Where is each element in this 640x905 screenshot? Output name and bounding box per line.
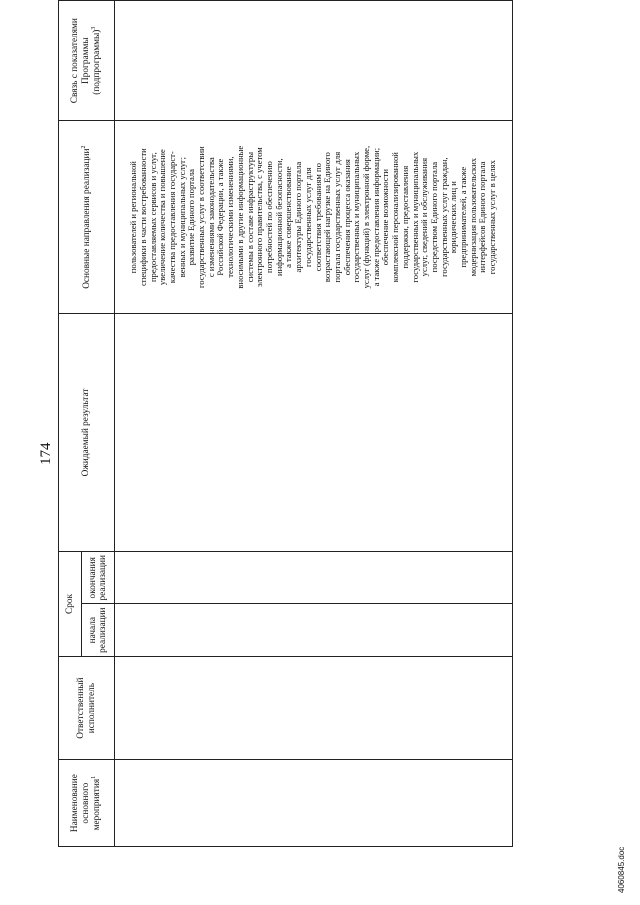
directions-line: посредством Единого портала xyxy=(428,161,439,273)
directions-line: государственных и муниципальных xyxy=(409,151,420,283)
directions-line: юридических лиц и xyxy=(448,181,459,254)
directions-line: а также совершенствование xyxy=(283,166,294,268)
directions-line: развитие Единого портала xyxy=(186,169,197,266)
page-number: 174 xyxy=(38,442,54,465)
cell-executor xyxy=(115,656,513,759)
directions-line: комплексной персонализированной xyxy=(390,152,401,283)
directions-line: технологическими изменениями, xyxy=(225,156,236,278)
directions-line: обеспечение возможности xyxy=(380,169,391,266)
directions-line: потребностей по обеспечению xyxy=(263,161,274,274)
directions-line: поддержки, предоставления xyxy=(399,165,410,269)
directions-line: соответствия требованиям по xyxy=(312,163,323,272)
header-link: Связь с показателями Программы (подпрограммы)$^3$ xyxy=(59,1,115,121)
directions-line: увеличение количества и повышение xyxy=(157,149,168,286)
header-start: начала реализации xyxy=(82,604,115,656)
directions-line: венных и муниципальных услуг; xyxy=(176,157,187,278)
cell-start xyxy=(115,604,513,656)
directions-line: государственных и муниципальных xyxy=(351,151,362,283)
header-result: Ожидаемый результат xyxy=(59,313,115,551)
header-directions: Основные направления реализации$^2$ xyxy=(59,121,115,314)
directions-line: услуг (функций) в электронной форме, xyxy=(361,145,372,289)
directions-line: предпринимателей, а также xyxy=(458,166,469,268)
directions-line: качества предоставления государст- xyxy=(166,151,177,284)
cell-link xyxy=(115,1,513,121)
directions-line: интерфейсов Единого портала xyxy=(477,161,488,273)
directions-line: модернизация пользовательских xyxy=(467,157,478,277)
header-executor: Ответственный исполнитель xyxy=(59,656,115,759)
directions-line: вносимыми в другие информационные xyxy=(234,145,245,289)
program-table xyxy=(58,0,513,847)
directions-line: государственных услуг граждан, xyxy=(438,157,449,277)
directions-line: архитектуры Единого портала xyxy=(293,161,304,273)
directions-line: системы в составе инфраструктуры xyxy=(244,152,255,283)
footer-code: 4060845.doc xyxy=(617,846,626,893)
directions-line: специфики в части востребованности xyxy=(137,148,148,287)
directions-line: услуг, сведений и обслуживания xyxy=(419,157,430,277)
table-row xyxy=(115,1,513,847)
directions-line: обеспечения процесса оказания xyxy=(341,159,352,276)
cell-end xyxy=(115,552,513,604)
header-end: окончания реализации xyxy=(82,552,115,604)
cell-result xyxy=(115,313,513,551)
cell-directions xyxy=(115,121,513,314)
header-name: Наименование основного мероприятия$^1$ xyxy=(59,760,115,847)
directions-line: Российской Федерации, а также xyxy=(215,158,226,276)
directions-text xyxy=(129,124,498,310)
directions-line: государственных услуг для xyxy=(302,167,313,267)
directions-line: пользователей и региональной xyxy=(128,161,139,274)
directions-line: с изменениями законодательства xyxy=(205,157,216,278)
directions-line: предоставляемых сервисов и услуг, xyxy=(147,152,158,283)
directions-line: государственных услуг в соответствии xyxy=(196,146,207,289)
directions-line: информационной безопасности, xyxy=(273,158,284,276)
directions-line: государственных услуг в целях xyxy=(487,160,498,275)
directions-line: возрастающей нагрузке на Единого xyxy=(322,152,333,283)
directions-line: электронного правительства, с учетом xyxy=(254,147,265,288)
header-term: Срок xyxy=(59,552,82,657)
directions-line: портала государственных услуг для xyxy=(331,151,342,283)
directions-line: а также предоставления информации; xyxy=(370,147,381,287)
cell-name xyxy=(115,760,513,847)
